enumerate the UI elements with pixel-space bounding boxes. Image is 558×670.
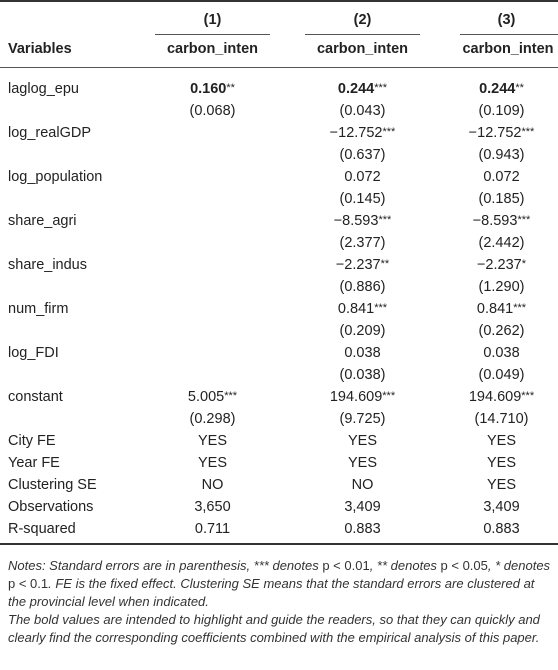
coefficient-value: −8.593 [472,213,518,229]
footer-row-value: 0.883 [344,521,381,537]
standard-error-cell: (0.145) [339,191,386,207]
footer-row-value: YES [486,477,516,493]
coefficient-cell [155,78,270,100]
standard-error-cell: (0.038) [339,367,386,383]
significance-stars: *** [513,302,527,314]
footer-row-value: YES [197,455,227,471]
coefficient-cell [445,342,558,364]
standard-error-cell: (0.262) [478,323,525,339]
footer-row-value: YES [347,455,377,471]
table-top-rule [0,0,558,2]
col-1-dependent: carbon_inten [166,41,259,57]
notes-text-e: , * denotes [487,558,551,573]
significance-stars: *** [374,302,388,314]
coefficient-value: −2.237 [335,257,381,273]
footer-row-label: Clustering SE [8,477,97,493]
coefficient-cell [445,210,558,232]
footer-row-value: NO [201,477,224,493]
variable-label: log_population [8,169,103,185]
coefficient-value: 0.244 [479,81,516,97]
footer-row-value: YES [486,433,516,449]
footer-row-value: YES [347,433,377,449]
coefficient-cell [305,254,420,276]
coefficient-cell [445,78,558,100]
coefficient-cell [445,122,558,144]
variable-label: constant [8,389,63,405]
variable-label: num_firm [8,301,69,317]
coefficient-cell [305,342,420,364]
coefficient-cell [305,298,420,320]
footer-row-value: YES [197,433,227,449]
table-notes-bold: The bold values are intended to highlight and guide the readers, so that they can quickly and clearly find the corresponding coefficients combined with the empirical analysis of this paper. [8,612,540,645]
coefficient-value: 194.609 [468,389,522,405]
significance-stars: *** [374,82,388,94]
table-bottom-rule [0,543,558,545]
standard-error-cell: (0.185) [478,191,525,207]
standard-error-cell: (0.068) [189,103,236,119]
col-2-dependent: carbon_inten [316,41,409,57]
coefficient-value: 0.072 [483,169,520,185]
col-3-number: (3) [497,12,516,28]
significance-stars: *** [378,214,392,226]
footer-row-value: 0.711 [194,521,231,537]
coefficient-cell [445,166,558,188]
standard-error-cell: (14.710) [474,411,529,427]
coefficient-value: 0.038 [483,345,520,361]
coefficient-value: 0.841 [337,301,375,317]
coefficient-cell [445,254,558,276]
coefficient-value: 194.609 [329,389,383,405]
coefficient-value: 0.072 [344,169,381,185]
notes-text-g: . FE is the fixed effect. Clustering SE means that the standard errors are clustered at the provincial level when indicated. [8,576,535,609]
variable-label: laglog_epu [8,81,79,97]
footer-row-label: R-squared [8,521,76,537]
footer-row-value: YES [486,455,516,471]
coefficient-cell [305,210,420,232]
col-3-dependent: carbon_inten [462,41,554,57]
standard-error-cell: (9.725) [339,411,386,427]
col-3-rule [460,34,558,35]
coefficient-value: 0.038 [344,345,381,361]
coefficient-value: 5.005 [187,389,225,405]
header-rule [0,67,558,68]
notes-text-a: Notes: Standard errors are in parenthesis, *** denotes [8,558,323,573]
col-1-number: (1) [203,12,222,28]
notes-p-01: p < 0.1 [8,576,49,591]
coefficient-cell [305,78,420,100]
footer-row-label: City FE [8,433,56,449]
coefficient-value: 0.841 [476,301,514,317]
variable-label: share_agri [8,213,77,229]
notes-text-c: , ** denotes [369,558,441,573]
col-1-rule [155,34,270,35]
standard-error-cell: (0.298) [189,411,236,427]
coefficient-value: −8.593 [333,213,379,229]
notes-p-005: p < 0.05 [440,558,488,573]
significance-stars: *** [521,126,535,138]
significance-stars: *** [224,390,238,402]
coefficient-value: −2.237 [476,257,522,273]
coefficient-cell [305,122,420,144]
standard-error-cell: (2.442) [478,235,525,251]
coefficient-value: 0.244 [337,81,375,97]
table-notes [8,557,553,611]
coefficient-cell [305,386,420,408]
standard-error-cell: (0.886) [339,279,386,295]
significance-stars: *** [382,390,396,402]
variables-header: Variables [8,41,72,57]
variable-label: log_realGDP [8,125,92,141]
footer-row-value: NO [351,477,374,493]
significance-stars: ** [380,258,390,270]
standard-error-cell: (1.290) [478,279,525,295]
coefficient-cell [155,386,270,408]
coefficient-cell [445,298,558,320]
footer-row-label: Year FE [8,455,60,471]
standard-error-cell: (0.109) [478,103,525,119]
significance-stars: *** [382,126,396,138]
standard-error-cell: (0.209) [339,323,386,339]
significance-stars: *** [521,390,535,402]
standard-error-cell: (0.943) [478,147,525,163]
footer-row-label: Observations [8,499,94,515]
col-2-number: (2) [353,12,372,28]
footer-row-value: 3,650 [194,499,231,515]
coefficient-value: −12.752 [329,125,383,141]
coefficient-cell [305,166,420,188]
variable-label: log_FDI [8,345,59,361]
significance-stars: ** [226,82,235,94]
coefficient-cell [445,386,558,408]
footer-row-value: 0.883 [483,521,520,537]
standard-error-cell: (0.637) [339,147,386,163]
coefficient-value: 0.160 [190,81,227,97]
significance-stars: ** [515,82,524,94]
footer-row-value: 3,409 [344,499,381,515]
standard-error-cell: (0.043) [339,103,386,119]
footer-row-value: 3,409 [483,499,520,515]
standard-error-cell: (2.377) [339,235,386,251]
col-2-rule [305,34,420,35]
standard-error-cell: (0.049) [478,367,525,383]
significance-stars: * [521,258,527,270]
variable-label: share_indus [8,257,87,273]
significance-stars: *** [517,214,531,226]
coefficient-value: −12.752 [468,125,522,141]
notes-p-001: p < 0.01 [322,558,370,573]
